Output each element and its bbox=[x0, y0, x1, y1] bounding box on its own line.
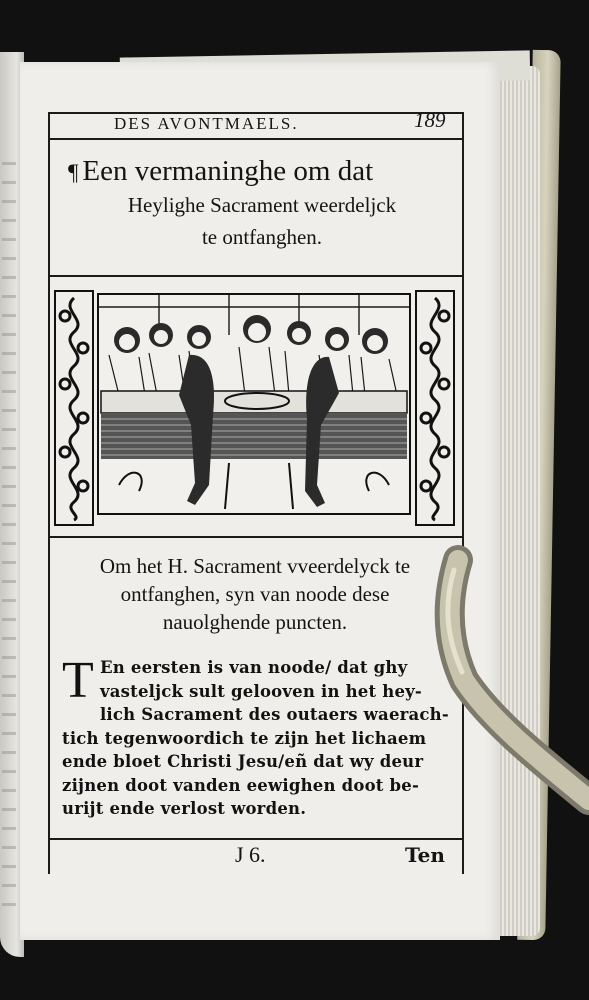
title-rule bbox=[48, 275, 462, 277]
body-line: zijnen doot vanden eewighen doot be- bbox=[62, 775, 420, 795]
caption bbox=[55, 552, 455, 636]
head-rule bbox=[48, 138, 462, 140]
page-number: 189 bbox=[414, 108, 446, 132]
running-head: DES AVONTMAELS. bbox=[114, 114, 299, 133]
woodcut-bottom-rule bbox=[48, 536, 462, 538]
section-title bbox=[66, 155, 458, 253]
body-line: lich Sacrament des outaers waerach- bbox=[99, 705, 449, 724]
title-line-3: te ontfanghen. bbox=[201, 225, 323, 249]
body-line: urijt ende verlost worden. bbox=[62, 799, 307, 818]
body-line: vasteljck sult gelooven in het hey- bbox=[99, 681, 422, 701]
drop-cap: T bbox=[62, 652, 94, 709]
pilcrow-mark: ¶ bbox=[68, 160, 79, 185]
body-paragraph bbox=[62, 652, 454, 821]
caption-line-1: Om het H. Sacrament vveerdelyck te bbox=[99, 554, 411, 578]
signature-mark: J 6. bbox=[235, 842, 266, 867]
facing-page-text-lines bbox=[2, 162, 16, 922]
last-supper-woodcut bbox=[97, 293, 411, 515]
caption-line-3: nauolghende puncten. bbox=[162, 610, 348, 634]
ornamental-border-right bbox=[415, 290, 455, 526]
body-line: En eersten is van noode/ dat ghy bbox=[99, 658, 408, 677]
ornamental-border-left bbox=[54, 290, 94, 526]
title-line-1-text: Een vermaninghe om dat bbox=[82, 155, 374, 187]
catchword: Ten bbox=[405, 843, 445, 867]
body-line: ende bloet Christi Jesu/eñ dat wy deur bbox=[62, 752, 424, 771]
caption-line-2: ontfanghen, syn van noode dese bbox=[120, 582, 390, 606]
title-line-1 bbox=[66, 155, 458, 189]
footer-rule bbox=[48, 838, 462, 840]
title-line-2: Heylighe Sacrament weerdeljck bbox=[127, 193, 397, 217]
body-line: tich tegenwoordich te zijn het lichaem bbox=[62, 728, 427, 748]
